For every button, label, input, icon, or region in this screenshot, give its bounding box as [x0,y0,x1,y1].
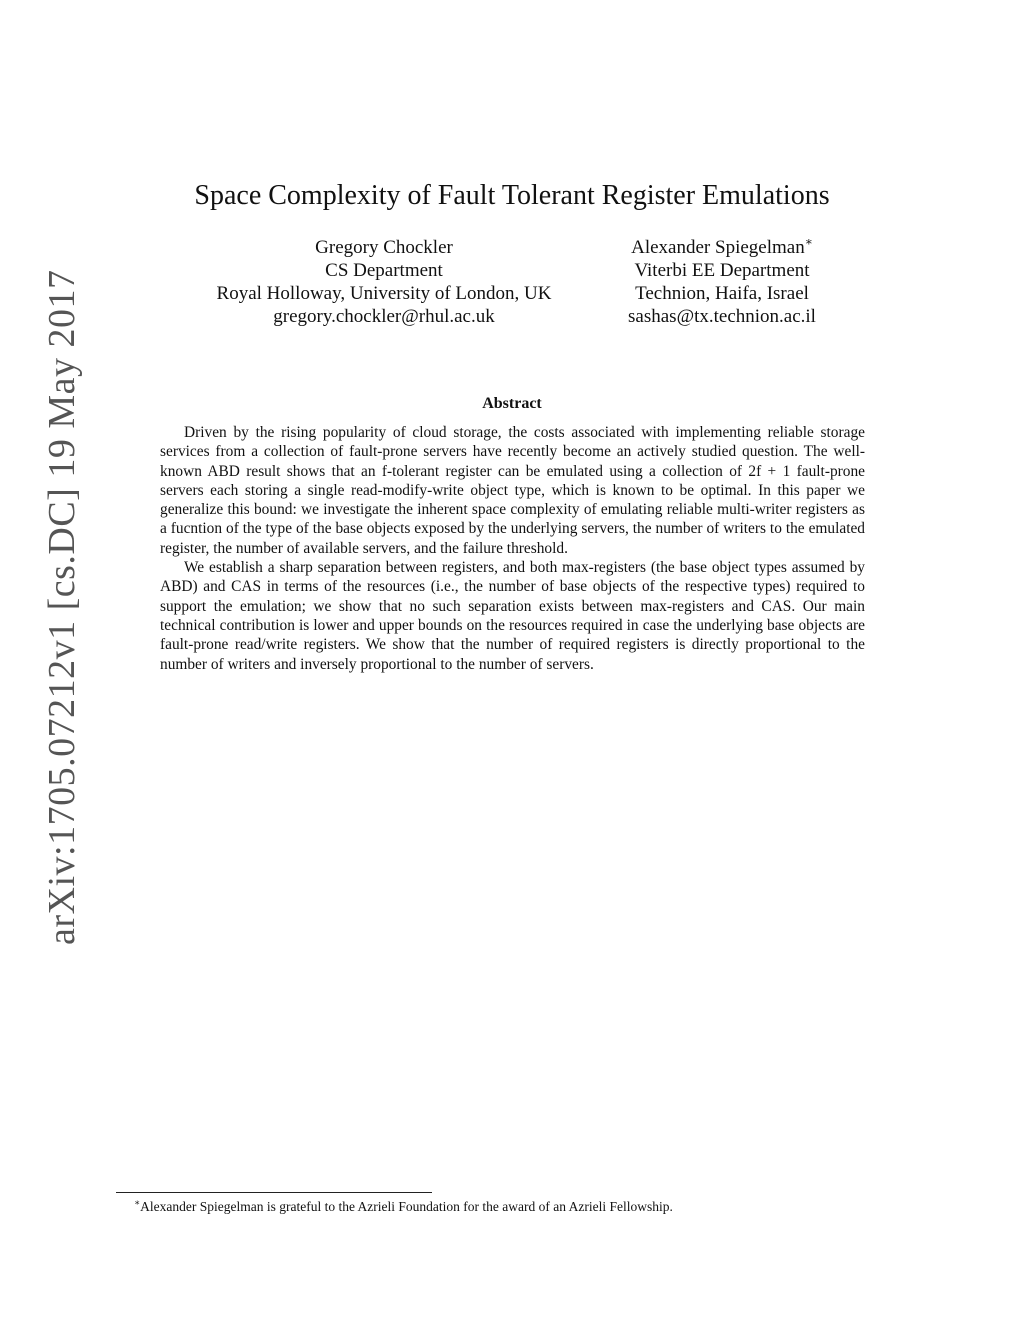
author-block-spiegelman [604,236,840,328]
author-institution: Technion, Haifa, Israel [635,283,809,304]
footnote-divider [116,1192,432,1193]
footnote-marker: ∗ [134,1197,141,1208]
author-email: sashas@tx.technion.ac.il [628,306,816,327]
author-institution: Royal Holloway, University of London, UK [216,283,552,304]
paper-title: Space Complexity of Fault Tolerant Register Emulations [194,180,830,211]
abstract-paragraph: Driven by the rising popularity of cloud storage, the costs associated with implementing reliable storage services from a collection of fault-prone servers have recently become an actively studied question. The well-known ABD result shows that an f-tolerant register can be emulated using a collection of 2f + 1 fault-prone servers each storing a single read-modify-write object type, which is known to be optimal. In this paper we generalize this bound: we investigate the inherent space complexity of emulating reliable multi-writer registers as a fucntion of the type of the base objects exposed by the underlying servers, the number of writers to the emulated register, the number of available servers, and the failure threshold. [160,424,865,557]
footnote [134,1198,894,1215]
footnote-text: Alexander Spiegelman is grateful to the Azrieli Foundation for the award of an Azrieli Fellowship. [140,1199,673,1214]
author-email: gregory.chockler@rhul.ac.uk [273,306,495,327]
author-department: CS Department [325,260,443,281]
author-name: Alexander Spiegelman∗ [631,234,813,258]
footnote-marker: ∗ [804,234,813,249]
author-name: Gregory Chockler [315,237,453,258]
abstract-paragraph: We establish a sharp separation between registers, and both max-registers (the base object types assumed by ABD) and CAS in terms of the resources (i.e., the number of base objects of the respective types) required to support the emulation; we show that no such separation exists between max-registers and CAS. Our main technical contribution is lower and upper bounds on the resources required in case the underlying base objects are fault-prone read/write registers. We show that the number of required registers is directly proportional to the number of writers and inversely proportional to the number of servers. [160,559,865,673]
abstract-heading: Abstract [482,395,542,412]
arxiv-identifier: arXiv:1705.07212v1 [cs.DC] 19 May 2017 [41,269,83,945]
author-block-chockler [184,236,584,328]
abstract-body [160,423,865,674]
author-department: Viterbi EE Department [634,260,810,281]
